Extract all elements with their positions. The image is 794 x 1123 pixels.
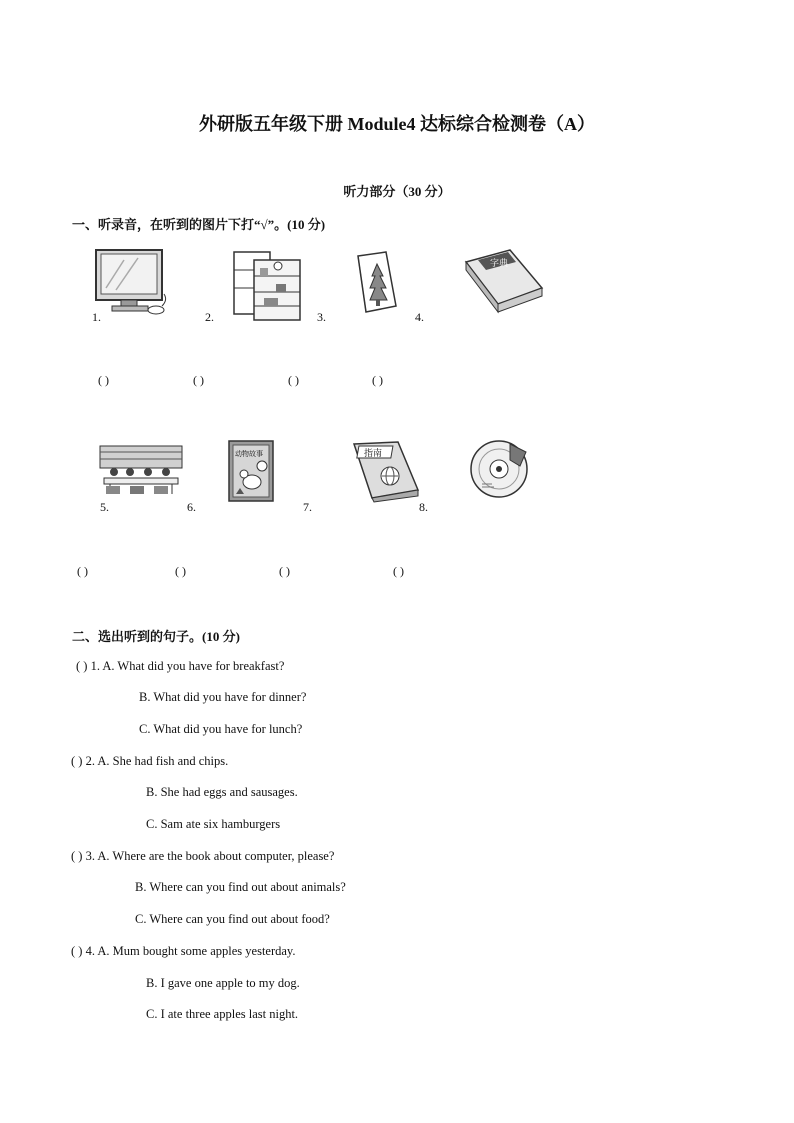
dictionary-picture [464, 248, 544, 312]
section1-heading: 一、听录音，在听到的图片下打“√”。(10 分) [72, 217, 326, 232]
question-1-option-a[interactable]: ( ) 1. A. What did you have for breakfast? [76, 659, 285, 673]
part-heading: 听力部分（30 分） [343, 184, 451, 199]
question-4-option-a[interactable]: ( ) 4. A. Mum bought some apples yesterday. [71, 944, 296, 958]
library-picture [100, 444, 182, 496]
computer-monitor-picture [94, 248, 174, 316]
bookshelf-picture [232, 248, 304, 322]
greeting-card-picture [356, 250, 400, 314]
answer-blank-3[interactable]: ( ) [288, 373, 299, 387]
item-number-5: 5. [100, 500, 109, 514]
answer-blank-4[interactable]: ( ) [372, 373, 383, 387]
item-number-8: 8. [419, 500, 428, 514]
item-number-1: 1. [92, 310, 101, 324]
book7-title: 指南 [364, 449, 383, 459]
answer-blank-7[interactable]: ( ) [279, 564, 290, 578]
book6-title: 动物故事 [235, 450, 263, 458]
item-number-3: 3. [317, 310, 326, 324]
item-number-6: 6. [187, 500, 196, 514]
item-number-7: 7. [303, 500, 312, 514]
dictionary-label: 字典 [490, 259, 509, 269]
section2-heading: 二、选出听到的句子。(10 分) [72, 629, 240, 644]
page-title: 外研版五年级下册 Module4 达标综合检测卷（A） [199, 114, 595, 134]
cd-disc-picture [470, 438, 530, 500]
answer-blank-6[interactable]: ( ) [175, 564, 186, 578]
question-1-option-b[interactable]: B. What did you have for dinner? [139, 690, 307, 704]
guide-book-picture [352, 440, 420, 502]
question-2-option-b[interactable]: B. She had eggs and sausages. [146, 785, 298, 799]
answer-blank-1[interactable]: ( ) [98, 373, 109, 387]
question-2-option-c[interactable]: C. Sam ate six hamburgers [146, 817, 281, 831]
item-number-4: 4. [415, 310, 424, 324]
answer-blank-2[interactable]: ( ) [193, 373, 204, 387]
answer-blank-8[interactable]: ( ) [393, 564, 404, 578]
question-2-option-a[interactable]: ( ) 2. A. She had fish and chips. [71, 754, 229, 768]
question-3-option-c[interactable]: C. Where can you find out about food? [135, 912, 330, 926]
question-1-option-c[interactable]: C. What did you have for lunch? [139, 722, 303, 736]
item-number-2: 2. [205, 310, 214, 324]
animal-story-book-picture [228, 440, 274, 502]
answer-blank-5[interactable]: ( ) [77, 564, 88, 578]
question-4-option-b[interactable]: B. I gave one apple to my dog. [146, 976, 300, 990]
question-3-option-b[interactable]: B. Where can you find out about animals? [135, 880, 346, 894]
question-3-option-a[interactable]: ( ) 3. A. Where are the book about computer, please? [71, 849, 335, 863]
question-4-option-c[interactable]: C. I ate three apples last night. [146, 1007, 299, 1021]
